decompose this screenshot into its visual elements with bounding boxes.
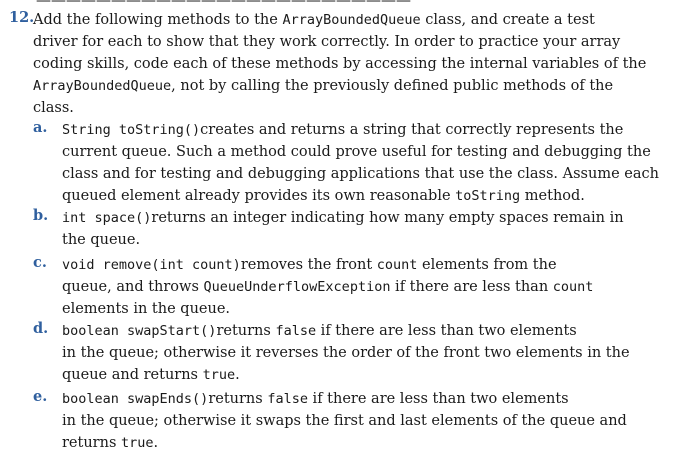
text-line xyxy=(62,410,637,432)
code-span: String toString() xyxy=(62,122,201,138)
text-line xyxy=(62,141,651,163)
item-letter: a. xyxy=(33,119,48,136)
text-line xyxy=(62,229,637,251)
item-text xyxy=(62,207,637,251)
text-span: elements from the xyxy=(417,257,557,273)
text-line xyxy=(62,163,659,185)
code-span: boolean swapStart() xyxy=(62,323,217,339)
text-span: queue and returns xyxy=(62,367,203,383)
text-span: returns xyxy=(208,391,268,407)
code-span: ArrayBoundedQueue xyxy=(282,12,421,28)
code-span: int space() xyxy=(62,210,152,226)
code-span: false xyxy=(275,323,317,339)
text-line xyxy=(62,432,637,454)
text-span: , not by calling the previously defined public methods of the xyxy=(171,78,614,94)
text-line xyxy=(62,185,637,207)
text-span: class and for testing and debugging applications that use the class. Assume each xyxy=(62,166,659,182)
code-span: count xyxy=(552,279,594,295)
text-line xyxy=(62,298,637,320)
item-letter: d. xyxy=(33,320,49,337)
text-span: in the queue; otherwise it reverses the order of the front two elements in the xyxy=(62,345,630,361)
text-line xyxy=(62,254,637,276)
problem-number: 12. xyxy=(9,9,35,26)
code-span: count xyxy=(376,257,418,273)
problem-intro xyxy=(33,9,647,119)
text-span: creates and returns a string that correctly represents the xyxy=(200,122,624,138)
text-span: if there are less than two elements xyxy=(307,391,569,407)
text-span: queued element already provides its own reasonable xyxy=(62,188,456,204)
text-span: elements in the queue. xyxy=(62,301,231,317)
item-text xyxy=(62,320,637,386)
text-line xyxy=(62,320,637,342)
text-span: class, and create a test xyxy=(420,12,595,28)
text-line xyxy=(33,53,647,75)
text-span: if there are less than xyxy=(390,279,553,295)
text-line xyxy=(62,276,637,298)
item-text xyxy=(62,254,637,320)
text-span: queue, and throws xyxy=(62,279,204,295)
text-span: removes the front xyxy=(240,257,377,273)
code-span: true xyxy=(121,435,154,451)
code-span: QueueUnderflowException xyxy=(203,279,391,295)
text-line xyxy=(62,207,637,229)
code-span: boolean swapEnds() xyxy=(62,391,209,407)
text-line xyxy=(62,119,637,141)
text-span: class. xyxy=(33,100,74,116)
text-span: returns an integer indicating how many empty spaces remain in xyxy=(151,210,624,226)
item-text xyxy=(62,119,659,207)
text-span: method. xyxy=(520,188,585,204)
item-text xyxy=(62,388,637,454)
text-line xyxy=(62,342,637,364)
text-line xyxy=(33,75,633,97)
cut-off-previous-line: ————————————————————————— xyxy=(36,0,411,9)
text-span: in the queue; otherwise it swaps the first and last elements of the queue and xyxy=(62,413,627,429)
text-span: the queue. xyxy=(62,232,141,248)
code-span: ArrayBoundedQueue xyxy=(33,78,172,94)
text-span: coding skills, code each of these methods by accessing the internal variables of the xyxy=(33,56,647,72)
text-span: Add the following methods to the xyxy=(33,12,283,28)
text-span: returns xyxy=(216,323,276,339)
text-line xyxy=(33,31,633,53)
text-span: . xyxy=(235,367,240,383)
item-letter: b. xyxy=(33,207,49,224)
text-span: returns xyxy=(62,435,121,451)
item-letter: c. xyxy=(33,254,47,271)
text-line xyxy=(62,388,637,410)
text-line xyxy=(33,9,633,31)
text-span: . xyxy=(153,435,159,451)
code-span: true xyxy=(202,367,236,383)
text-line xyxy=(62,364,637,386)
text-line xyxy=(33,97,633,119)
text-span: current queue. Such a method could prove useful for testing and debugging the xyxy=(62,144,651,160)
code-span: toString xyxy=(455,188,521,204)
code-span: false xyxy=(267,391,308,407)
text-span: if there are less than two elements xyxy=(316,323,577,339)
item-letter: e. xyxy=(33,388,48,405)
code-span: void remove(int count) xyxy=(62,257,241,273)
text-span: driver for each to show that they work correctly. In order to practice your array xyxy=(33,34,621,50)
